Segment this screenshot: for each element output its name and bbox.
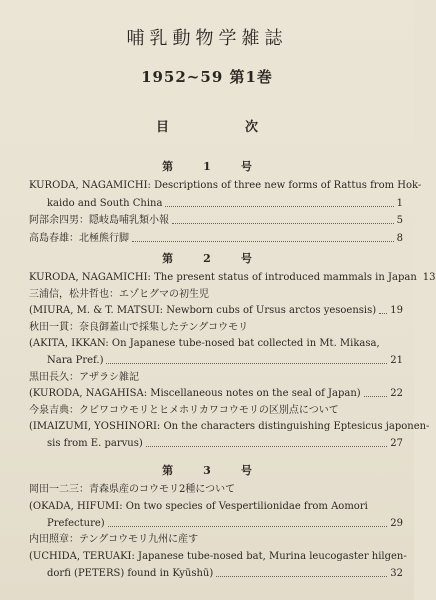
toc-heading-char-2: 次 [245, 120, 259, 135]
page-number: 27 [390, 438, 403, 449]
page-number: 32 [390, 568, 403, 579]
toc-entry-text: dorfi (PETERS) found in Kyūshū) [47, 568, 214, 579]
page-number: 22 [390, 388, 403, 400]
toc-entry-text: 阿部余四男：隠岐島哺乳類小報 [29, 215, 169, 226]
toc-entry-text: (IMAIZUMI, YOSHINORI: On the characters distinguishing Eptesicus japonen- [29, 421, 430, 433]
dot-leader [379, 313, 387, 314]
toc-heading-char-1: 目 [155, 120, 169, 135]
toc-entry [29, 371, 403, 385]
toc-entry-text: (UCHIDA, TERUAKI: Japanese tube-nosed bat, Murina leucogaster hilgen- [29, 551, 407, 563]
toc-entry-text: KURODA, NAGAMICHI: Descriptions of three new forms of Rattus from Hok- [29, 180, 422, 191]
dot-leader [216, 576, 387, 577]
dot-leader [108, 526, 388, 527]
toc-entry [29, 271, 436, 285]
toc-entry [47, 437, 403, 451]
issue-heading-part: 号 [240, 160, 252, 173]
toc-entry [47, 567, 403, 581]
issue-heading-part: 1 [203, 160, 211, 173]
toc-entry-text: (AKITA, IKKAN: On Japanese tube-nosed bat collected in Mt. Mikasa, [29, 338, 380, 350]
dot-leader [165, 206, 393, 207]
toc-entry-text: 今泉吉典：クビワコウモリとヒメホリカワコウモリの区別点について [29, 404, 339, 416]
toc-entry-text: (MIURA, M. & T. MATSUI: Newborn cubs of Ursus arctos yesoensis) [29, 305, 377, 317]
issue-heading-part: 号 [240, 252, 252, 265]
toc-entry-text: 三浦信，松井哲也：エゾヒグマの初生児 [29, 288, 209, 300]
toc-entry-text: 内田照章：テングコウモリ九州に産す [29, 534, 199, 546]
toc-entry [47, 197, 403, 211]
toc-entry-text: sis from E. parvus) [47, 438, 143, 449]
volume-label: 1952~59 第1巻 [141, 68, 273, 86]
issue-heading-part: 第 [162, 464, 174, 477]
toc-entry-text: Prefecture) [47, 517, 105, 529]
page-number: 1 [396, 197, 403, 209]
issue-heading-part: 2 [203, 252, 211, 265]
toc-entry [29, 483, 403, 497]
toc-entry [29, 500, 403, 514]
toc-entry [29, 337, 403, 351]
toc-entry-text: 高島春雄：北極熊行脚 [29, 232, 129, 244]
issue-heading [0, 158, 414, 174]
dot-leader [364, 396, 388, 397]
dot-leader [106, 363, 387, 364]
journal-title: 哺乳動物学雑誌 [126, 28, 288, 49]
toc-entry [29, 288, 403, 302]
page-number: 13 [422, 272, 436, 283]
toc-entry [29, 214, 403, 228]
dot-leader [146, 446, 388, 447]
issue-heading [0, 250, 414, 266]
toc-entry [29, 232, 403, 246]
toc-heading [0, 116, 414, 135]
toc-entry [29, 304, 403, 318]
toc-entry-text: Nara Pref.) [47, 355, 104, 366]
toc-entry-text: 黒田長久：アザラシ雑記 [29, 371, 139, 383]
toc-entry-text: KURODA, NAGAMICHI: The present status of introduced mammals in Japan [29, 272, 417, 283]
toc-entry [29, 533, 403, 547]
issue-heading-part: 第 [162, 160, 174, 173]
toc-entry-text: (OKADA, HIFUMI: On two species of Vespertilionidae from Aomori [29, 500, 368, 512]
toc-entry [47, 517, 403, 531]
toc-entry [29, 321, 403, 335]
toc-entry-text: (KURODA, NAGAHISA: Miscellaneous notes on the seal of Japan) [29, 388, 361, 400]
issue-heading-part: 3 [203, 464, 211, 477]
toc-entry [29, 420, 430, 434]
toc-entry-text: kaido and South China [47, 197, 163, 209]
toc-entry [29, 387, 403, 401]
page-number: 21 [390, 355, 403, 366]
page-number: 19 [390, 305, 403, 317]
dot-leader [172, 223, 394, 224]
page-number: 5 [396, 215, 403, 226]
toc-entry [47, 354, 403, 368]
toc-entry-text: 秋田一貫：奈良御蓋山で採集したテングコウモリ [29, 321, 249, 333]
page-number: 29 [390, 517, 403, 529]
page-number: 8 [396, 232, 403, 244]
issue-heading [0, 462, 414, 478]
issue-heading-part: 号 [240, 464, 252, 477]
issue-heading-part: 第 [162, 252, 174, 265]
toc-entry [29, 179, 422, 193]
toc-entry-text: 岡田一二三：青森県産のコウモリ2種について [29, 484, 236, 495]
toc-entry [29, 550, 407, 564]
toc-entry [29, 404, 403, 418]
dot-leader [132, 241, 394, 242]
